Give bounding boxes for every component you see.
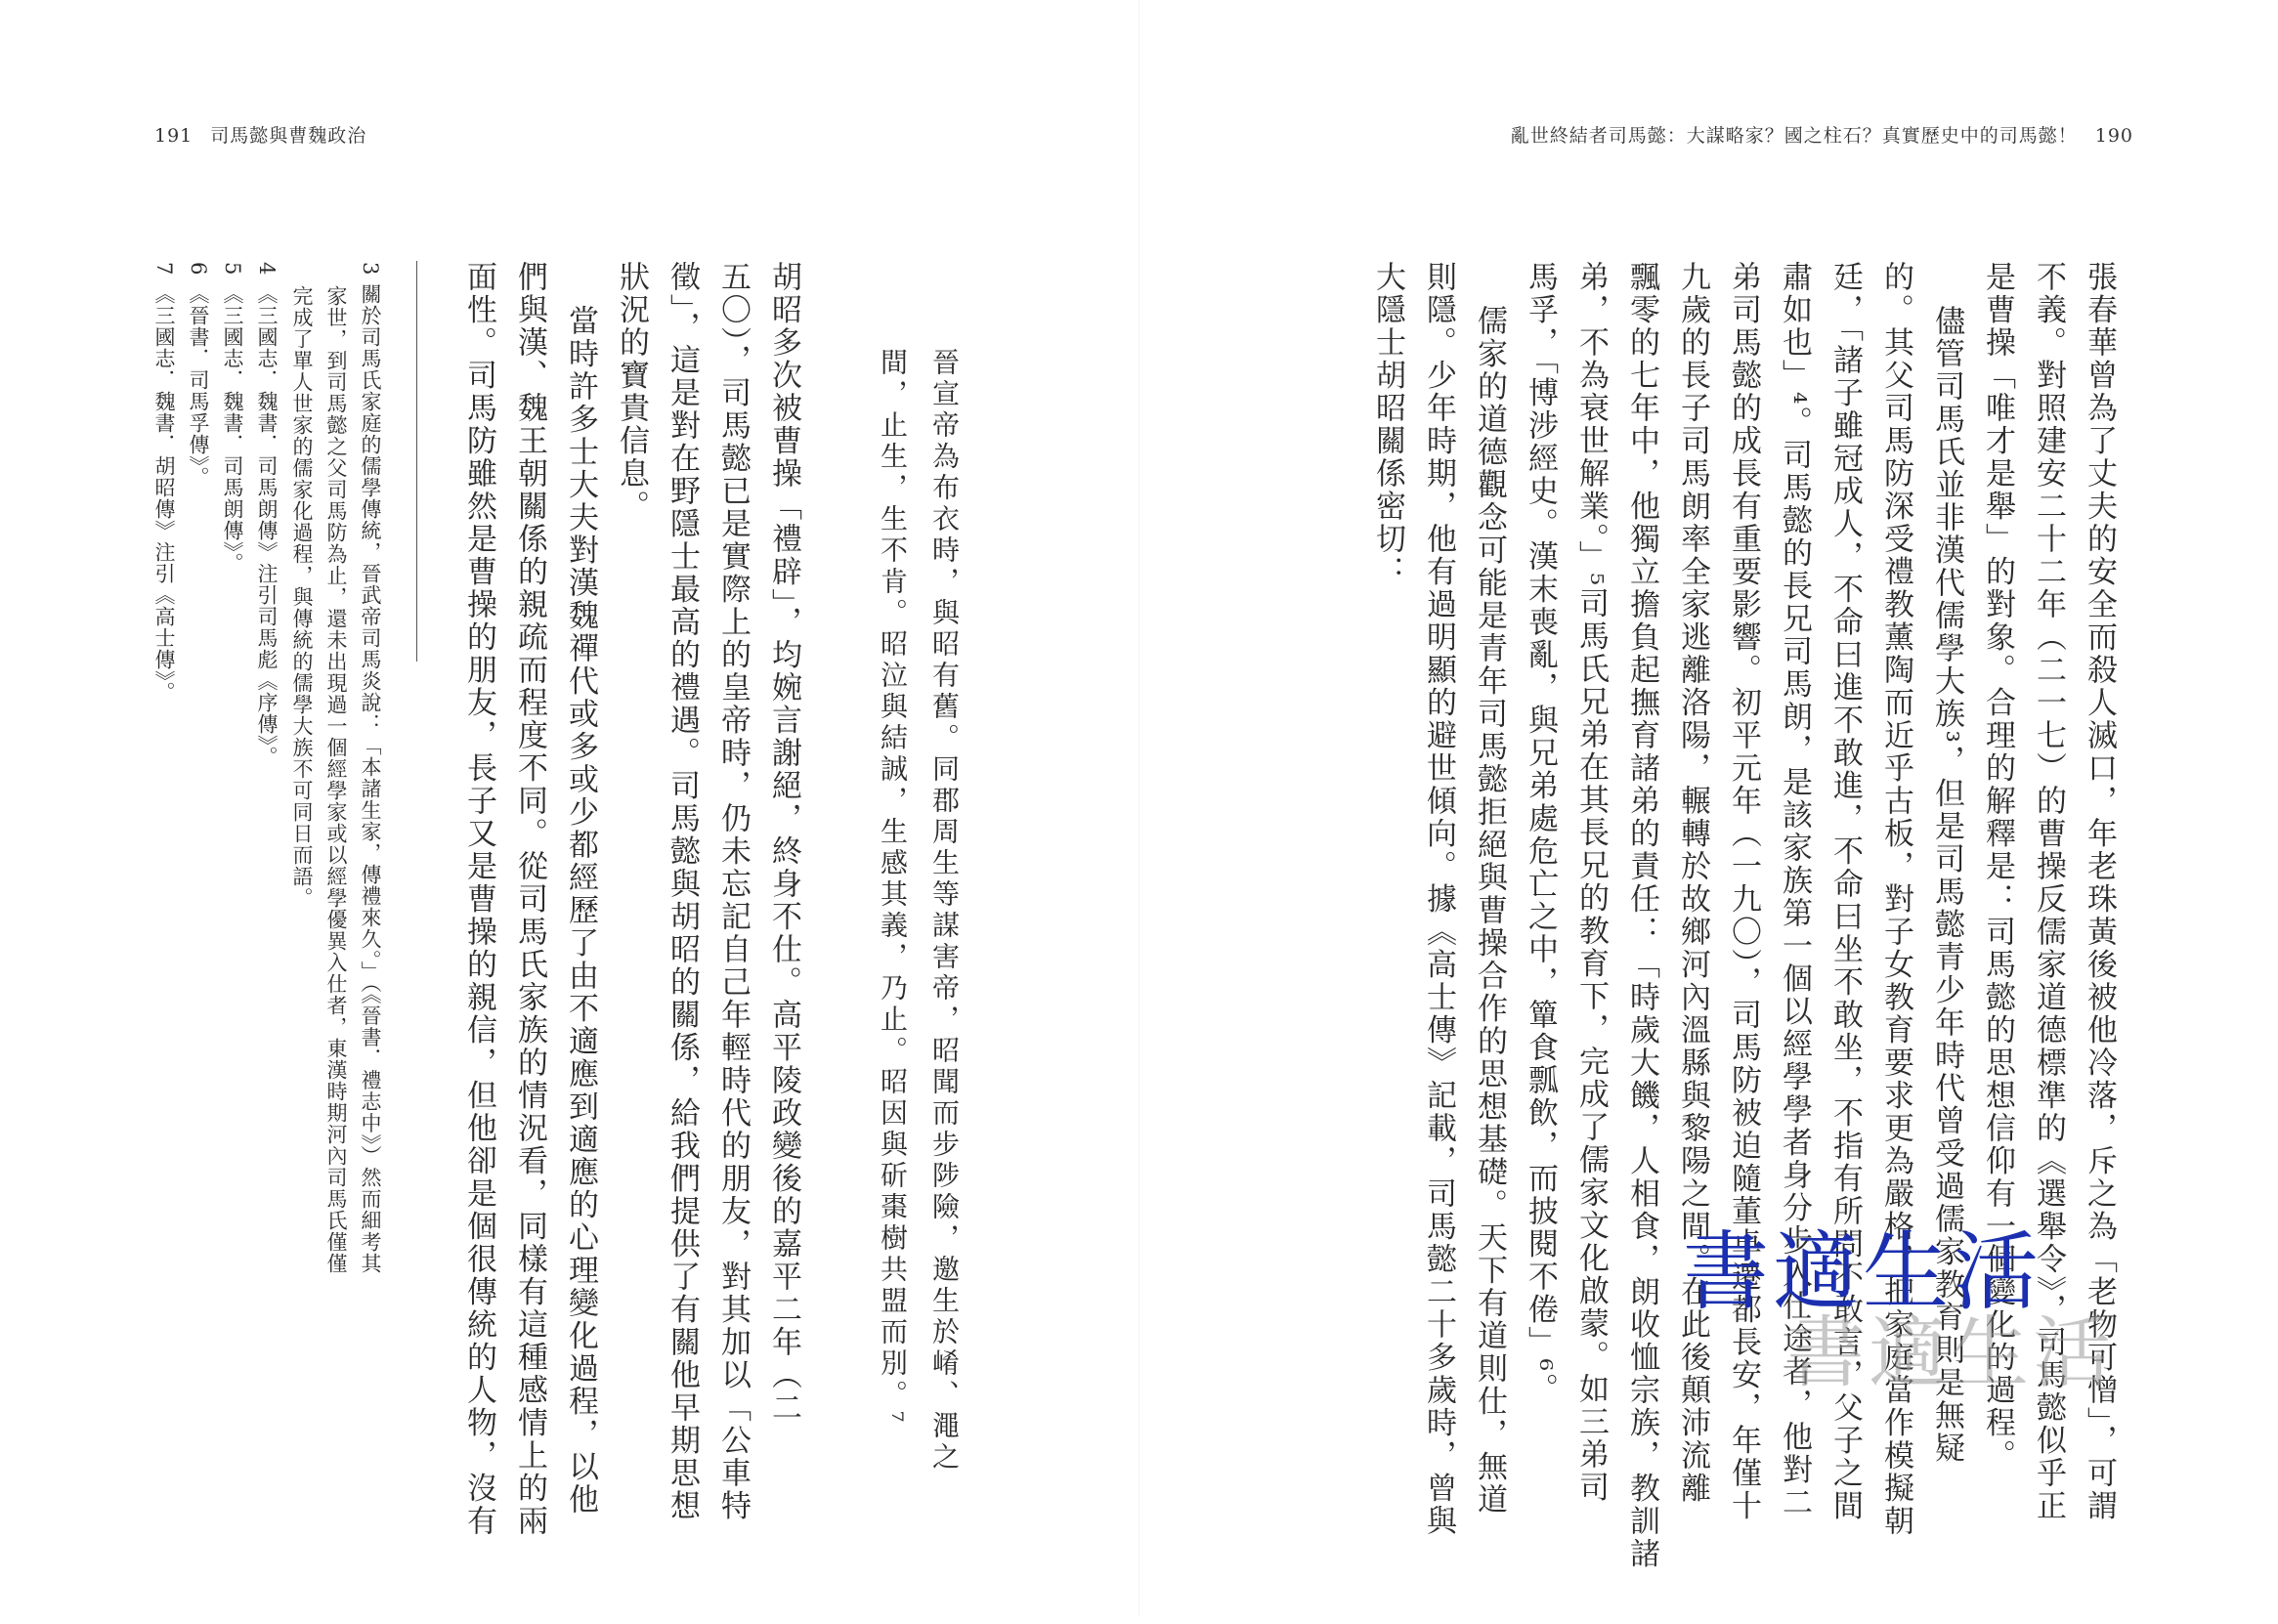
left-body-line-3: 徵」，這是對在野隱士最高的禮遇。司馬懿與胡昭的關係，給我們提供了有關他早期思想 [665,261,700,1522]
left-page-header [137,121,366,148]
left-body-line-1: 胡昭多次被曹操「禮辟」，均婉言謝絕，終身不仕。高平陵政變後的嘉平二年（二 [766,261,801,1425]
right-body-line-8: 弟司馬懿的成長有重要影響。初平元年（一九〇），司馬防被迫隨董卓遷都長安，年僅十 [1726,261,1761,1522]
watermark: 書適生活 [1683,1221,2043,1322]
footnote-7: 7 《三國志．魏書．胡昭傳》注引《高士傳》。 [152,262,176,704]
right-body-line-9: 九歲的長子司馬朗率全家逃離洛陽，輾轉於故鄉河內溫縣與黎陽之間。在此後顛沛流離 [1675,261,1710,1505]
right-body-line-3: 是曹操「唯才是舉」的對象。合理的解釋是：司馬懿的思想信仰有一個變化的過程。 [1980,261,2015,1473]
quote-line-1: 晉宣帝為布衣時，與昭有舊。同郡周生等謀害帝，昭聞而步陟險，邀生於崤、澠之 [928,348,961,1474]
right-body-line-5: 的。其父司馬防深受禮教薰陶而近乎古板，對子女教育要求更為嚴格，把家庭當作模擬朝 [1878,261,1913,1538]
footnote-6: 6 《晉書．司馬孚傳》。 [187,262,210,489]
left-running-title: 司馬懿與曹魏政治 [210,125,367,147]
right-body-line-15: 大隱士胡昭關係密切： [1370,261,1405,588]
right-page-header [1511,121,2151,148]
right-running-title: 亂世終結者司馬懿：大謀略家？國之柱石？真實歷史中的司馬懿！ [1510,125,2078,147]
right-body-line-13: 儒家的道德觀念可能是青年司馬懿拒絕與曹操合作的思想基礎。天下有道則仕，無道 [1472,305,1507,1517]
right-body-line-2: 不義。對照建安二十二年（二一七）的曹操反儒家道德標準的《選舉令》，司馬懿似乎正 [2031,261,2066,1522]
watermark-shadow: 書適生活 [1786,1307,2115,1398]
page-gutter [1139,0,1140,1616]
footnote-3-line-2: 家世，到司馬懿之父司馬防為止，還未出現過一個經學家或以經學優異入仕者，東漢時期河內司馬氏僅僅 [324,285,348,1274]
right-body-line-10: 飄零的七年中，他獨立擔負起撫育諸弟的責任：「時歲大饑，人相食，朗收恤宗族，教訓諸 [1624,261,1659,1570]
left-page-number: 191 [154,125,193,147]
right-body-line-14: 則隱。少年時期，他有過明顯的避世傾向。據《高士傳》記載，司馬懿二十多歲時，曾與 [1421,261,1456,1538]
quote-line-2: 間，止生，生不肯。昭泣與結誠，生感其義，乃止。昭因與斫棗樹共盟而別。⁷ [877,348,909,1427]
footnote-rule [416,261,417,662]
right-body-line-4: 儘管司馬氏並非漢代儒學大族³，但是司馬懿青少年時代曾受過儒家教育則是無疑 [1929,305,1964,1466]
right-page-number: 190 [2094,125,2133,147]
right-body-line-7: 肅如也」⁴。司馬懿的長兄司馬朗，是該家族第一個以經學學者身分步入仕途者，他對二 [1777,261,1812,1519]
footnote-5: 5 《三國志．魏書．司馬朗傳》。 [221,262,244,575]
right-body-line-1: 張春華曾為了丈夫的安全而殺人滅口，年老珠黃後被他冷落，斥之為「老物可憎」，可謂 [2082,261,2117,1522]
right-body-line-12: 馬孚，「博涉經史。漢末喪亂，與兄弟處危亡之中，簞食瓢飲，而披閱不倦」⁶。 [1523,261,1558,1406]
left-body-line-7: 面性。司馬防雖然是曹操的朋友，長子又是曹操的親信，但他卻是個很傳統的人物，沒有 [461,261,496,1538]
left-body-line-5: 當時許多士大夫對漢魏禪代或多或少都經歷了由不適應到適應的心理變化過程，以他 [563,305,598,1517]
left-body-line-4: 狀況的寶貴信息。 [614,261,649,523]
right-body-line-11: 弟，不為衰世解業。」⁵司馬氏兄弟在其長兄的教育下，完成了儒家文化啟蒙。如三弟司 [1573,261,1609,1505]
footnote-4: 4 《三國志．魏書．司馬朗傳》注引司馬彪《序傳》。 [255,262,279,768]
footnote-3-line-3: 完成了單人世家的儒家化過程，與傳統的儒學大族不可同日而語。 [290,285,314,909]
right-body-line-6: 廷，「諸子雖冠成人，不命曰進不敢進，不命曰坐不敢坐，不指有所問不敢言，父子之間 [1827,261,1863,1522]
left-body-line-2: 五〇），司馬懿已是實際上的皇帝時，仍未忘記自己年輕時代的朋友，對其加以「公車特 [715,261,751,1522]
footnote-3-line-1: 3 關於司馬氏家庭的儒學傳統，晉武帝司馬炎說：「本諸生家，傳禮來久。」（《晉書．禮志中》）然而細考其 [359,262,382,1275]
left-body-line-6: 們與漢、魏王朝關係的親疏而程度不同。從司馬氏家族的情況看，同樣有這種感情上的兩 [512,261,547,1538]
